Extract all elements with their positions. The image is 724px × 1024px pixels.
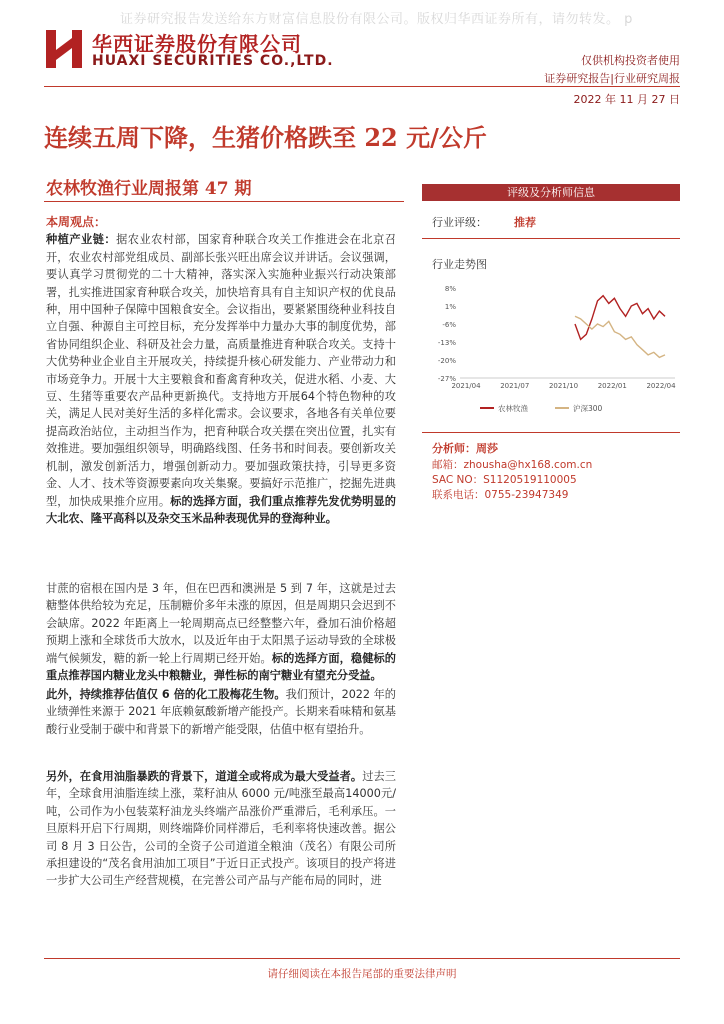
report-title: 连续五周下降，生猪价格跌至 22 元/公斤: [44, 123, 487, 152]
x-tick-label: 2022/01: [597, 382, 627, 390]
brand-name-en: HUAXI SECURITIES CO.,LTD.: [92, 53, 334, 69]
footer-divider: [44, 958, 680, 959]
p3-lead: 此外，持续推荐估值仅 6 倍的化工股梅花生物。: [46, 688, 286, 701]
analyst-sac: SAC NO：S1120519110005: [432, 474, 577, 486]
huaxi-logo-icon: [44, 28, 84, 70]
header-divider: [44, 86, 680, 87]
x-tick-label: 2022/04: [646, 382, 676, 390]
watermark: 证券研究报告发送给东方财富信息股份有限公司。版权归华西证券所有，请勿转发。 p: [120, 12, 633, 27]
x-tick-label: 2021/10: [548, 382, 579, 390]
summary-paragraph-3: [46, 686, 396, 738]
report-date: 2022 年 11 月 27 日: [573, 93, 680, 106]
p4-lead: 另外，在食用油脂暴跌的背景下，道道全或将成为最大受益者。: [46, 770, 363, 783]
report-subtitle: 农林牧渔行业周报第 47 期: [46, 179, 252, 199]
audience-note: 仅供机构投资者使用: [581, 54, 680, 67]
analyst-email: 邮箱：zhousha@hx168.com.cn: [432, 459, 593, 471]
trend-label: 行业走势图: [432, 258, 487, 271]
analyst-name: 分析师：周莎: [432, 442, 498, 455]
y-tick-label: 8%: [444, 285, 456, 293]
rating-value: 推荐: [514, 216, 536, 229]
rating-label: 行业评级：: [432, 216, 487, 229]
report-type: 证券研究报告|行业研究周报: [544, 72, 680, 85]
p1-lead: 种植产业链：: [46, 233, 117, 247]
legend-label: 沪深300: [573, 404, 603, 413]
legal-notice: 请仔细阅读在本报告尾部的重要法律声明: [267, 968, 457, 980]
summary-paragraph-2: [46, 580, 396, 684]
y-tick-label: -6%: [442, 321, 456, 329]
p1-text: 据农业农村部，国家育种联合攻关工作推进会在北京召开，农业农村部党组成员、副部长张兴旺出席会议并讲话。会议强调，要认真学习贯彻党的二十大精神，落实深入实施种业振兴行动决策部署，扎实推进国家育种联合攻关，加快培育具有自主知识产权的优良品种，用中国种子保障中国粮食安全。会议指出，要紧紧围绕种业科技自立自强、种源自主可控目标，充分发挥举中力量办大事的制度优势，部省协同组织企业、科研及社会力量，高质量推进育种联合攻关。支持十大优势种业企业自主开展攻关，持续提升核心研发能力、产业带动力和市场竞争力。开展十大主要粮食和畜禽育种攻关，促进水稻、小麦、大豆、生猪等重要农产品种更新换代。支持地方开展64个特色物种的攻关，满足人民对美好生活的多样化需求。会议要求，各地各有关单位要提高政治站位，主动担当作为，把育种联合攻关摆在突出位置，扎实有效推进。要加强组织领导，明确路线图、任务书和时间表。要创新攻关机制，激发创新活力，增强创新动力。要加强政策扶持，引导更多资金、人才、技术等资源要素向攻关集聚。要搞好示范推广，挖掘先进典型，加快成果推介应用。: [46, 233, 396, 508]
x-tick-label: 2021/07: [500, 382, 530, 390]
series-line-agri: [575, 296, 665, 340]
y-tick-label: -20%: [437, 357, 456, 365]
brand-name-cn: 华西证券股份有限公司: [92, 32, 302, 56]
rating-divider: [422, 238, 680, 239]
p4-text: 过去三年，全球食用油脂连续上涨，菜籽油从 6000 元/吨涨至最高14000元/吨，公司作为小包装菜籽油龙头终端产品涨价严重滞后，毛利承压。一旦原料开启下行周期，则终端降价同样滞后，毛利率将快速改善。据公司 8 月 3 日公告，公司的全资子公司道道全粮油（茂名）有限公司所承担建设的“茂名食用油加工项目”于近日正式投产。该项目的投产将进一步扩大公司生产经营规模，在完善公司产品与产能布局的同时，进: [46, 770, 396, 888]
y-tick-label: -13%: [437, 339, 456, 347]
analyst-phone: 联系电话：0755-23947349: [432, 489, 569, 501]
industry-trend-chart: [430, 280, 680, 430]
series-line-hs300: [575, 316, 665, 357]
legend-label: 农林牧渔: [498, 404, 528, 413]
y-tick-label: 1%: [444, 303, 456, 311]
x-tick-label: 2021/04: [451, 382, 481, 390]
y-tick-label: -27%: [437, 375, 456, 383]
rating-panel-header: 评级及分析师信息: [422, 184, 680, 201]
subtitle-divider: [44, 201, 404, 202]
analyst-divider: [422, 432, 680, 433]
summary-paragraph-4: [46, 768, 396, 890]
section-label: 本周观点：: [46, 215, 107, 229]
p3-text: 我们预计，2022 年的业绩弹性来源于 2021 年底赖氨酸新增产能投产。长期来看味精和氨基酸行业受制于碳中和背景下的新增产能受限，估值中枢有望抬升。: [46, 688, 396, 736]
p2-conclusion: 标的选择方面，稳健标的重点推荐国内糖业龙头中粮糖业，弹性标的南宁糖业有望充分受益。: [46, 651, 396, 683]
p1-conclusion: 标的选择方面，我们重点推荐先发优势明显的大北农、隆平高科以及杂交玉米品种表现优异的登海种业。: [46, 494, 396, 525]
p2-text: 甘蔗的宿根在国内是 3 年，但在巴西和澳洲是 5 到 7 年，这就是过去糖整体供给较为充足，压制糖价多年未涨的原因，但是周期只会迟到不会缺席。2022 年距离上一轮周期高点已经整整六年，叠加石油价格超预期上涨和全球货币大放水，以及近年由于太阳黑子运动导致的全球极端气候频发，糖的新一轮上行周期已经开始。: [46, 582, 396, 665]
summary-paragraph-1: [46, 214, 396, 527]
